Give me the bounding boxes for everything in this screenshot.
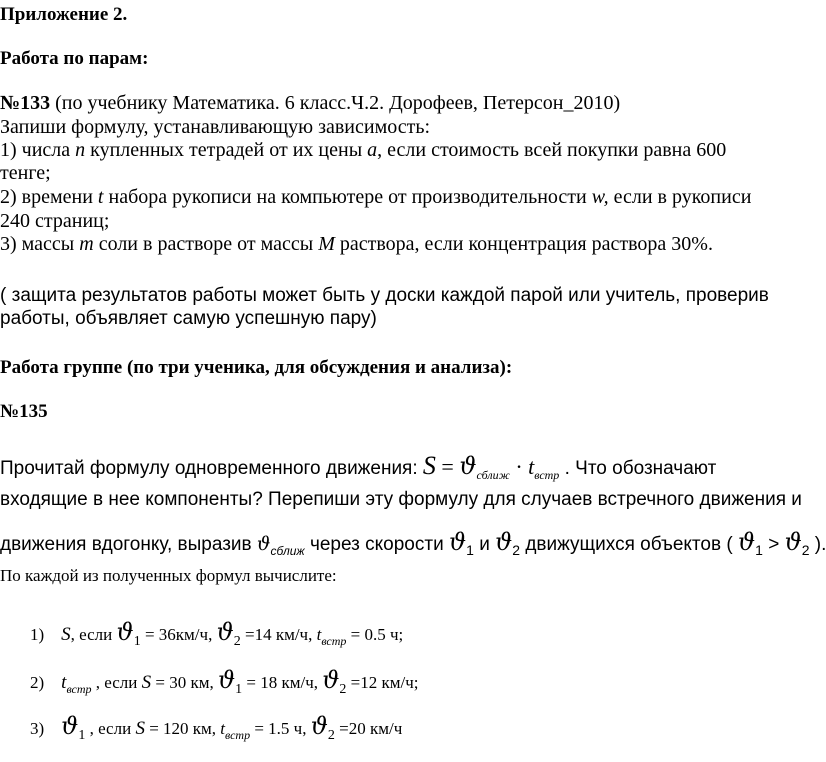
task-135-number: №135 [0,401,48,422]
line-3-text-a: движения вдогонку, выразив [0,534,257,555]
line-3-theta-2: ϑ [495,528,513,556]
note-line-1: ( защита результатов работы может быть у доски каждой парой или учитель, проверив [0,285,769,306]
appendix-label: Приложение 2. [0,4,128,25]
exercise-1-text-a: , если [70,625,117,644]
exercise-1-t-val: = 0.5 ч; [346,625,404,644]
exercise-1-t: t [316,625,322,644]
task-133-instruction: Запиши формулу, устанавливающую зависимость: [0,116,431,138]
item-3-text-c: раствора, если концентрация раствора 30%. [334,233,713,255]
exercise-2-theta-1: ϑ [217,666,236,694]
item-2-text-a: 2) времени [0,186,98,208]
exercise-2-v1: = 18 км/ч, [242,673,323,692]
formula-t: t [528,454,535,479]
exercise-3-theta-1: ϑ [61,712,79,740]
exercise-3-var-S: S [135,718,145,739]
formula-S: S [422,451,436,480]
exercise-2-number: 2) [30,673,45,692]
item-2-text-c: если в рукописи [608,186,752,208]
item-3-text-b: соли в растворе от массы [93,233,319,255]
task-133-item-1 [0,139,726,162]
item-1-text-c: , если стоимость всей покупки равна 600 [377,139,727,161]
exercise-2-text-a: , если [91,673,142,692]
line-3-text-b: через скорости [304,534,449,555]
item-1-var-n: n [75,139,86,161]
exercise-1-number: 1) [30,625,45,644]
line-1-text-b: . Что обозначают [559,458,717,479]
item-3-text-a: 3) массы [0,233,80,255]
exercise-2-var-S: S [141,672,152,693]
item-1-var-a: a [367,139,378,161]
exercise-2 [30,666,419,698]
exercise-1-var-S: S [61,624,71,645]
item-3-var-M: M [318,233,335,255]
task-133-item-2-cont: 240 страниц; [0,210,110,232]
item-1-text-a: 1) числа [0,139,76,161]
exercise-3-sub-1: 1 [78,728,86,743]
line-3-sub-1b: 1 [755,542,763,558]
pair-work-heading: Работа по парам: [0,48,149,69]
exercise-3-S-val: = 120 км, [144,719,221,738]
exercise-1 [30,618,403,650]
item-2-var-t: t [97,186,104,208]
task-133-item-2 [0,186,751,209]
line-3-gt: > [762,534,785,555]
formula-theta: ϑ [459,452,477,480]
exercise-1-t-sub: встр [321,634,347,648]
exercise-2-S-val: = 30 км, [151,673,218,692]
task-135-line-3 [0,528,826,558]
group-work-heading: Работа группе (по три ученика, для обсуждения и анализа): [0,357,513,378]
exercise-2-theta-2: ϑ [322,666,340,694]
item-2-text-b: набора рукописи на компьютере от производительности [103,186,592,208]
task-133-number: №133 [0,92,51,114]
exercise-1-v1: = 36км/ч, [144,625,217,644]
exercise-3-t: t [220,719,226,738]
task-133-source: (по учебнику Математика. 6 класс.Ч.2. Дорофеев, Петерсон_2010) [50,92,621,114]
formula-eq: = [435,454,460,479]
exercise-2-t-sub: встр [66,682,92,696]
motion-formula [422,451,560,482]
exercise-2-t: t [61,672,67,693]
exercise-3-sub-2: 2 [327,728,335,743]
line-3-theta: ϑ [256,533,271,555]
exercise-1-theta-1: ϑ [116,618,134,646]
exercise-1-theta-2: ϑ [216,618,234,646]
formula-dot: · [509,454,529,479]
item-2-var-w: w, [591,186,609,208]
exercise-3-text-a: , если [85,719,136,738]
exercise-2-sub-2: 2 [339,682,347,697]
exercise-2-v2: =12 км/ч; [346,673,419,692]
line-3-sub-1: 1 [466,542,474,558]
exercise-1-sub-2: 2 [233,634,241,649]
exercise-3-t-val: = 1.5 ч, [250,719,311,738]
exercise-3 [30,712,402,744]
formula-sub-approach: сближ [476,468,510,482]
line-3-text-c: движущихся объектов ( [520,534,738,555]
line-3-theta-1b: ϑ [737,528,756,556]
exercise-3-v2: =20 км/ч [334,719,403,738]
task-133-item-1-cont: тенге; [0,162,51,184]
note-line-2: работы, объявляет самую успешную пару) [0,308,377,329]
line-3-end: ). [809,534,826,555]
line-3-sub-2b: 2 [801,542,810,558]
exercise-2-sub-1: 1 [235,682,243,697]
line-3-and: и [473,534,496,555]
exercise-3-theta-2: ϑ [310,712,328,740]
line-3-theta-1: ϑ [448,528,467,556]
item-1-text-b: купленных тетрадей от их цены [85,139,368,161]
task-135-line-4: По каждой из полученных формул вычислите: [0,566,337,585]
task-135-line-1 [0,451,716,483]
exercise-3-number: 3) [30,719,45,738]
exercise-1-sub-1: 1 [133,634,141,649]
exercise-3-t-sub: встр [225,728,251,742]
task-133-title [0,92,620,115]
line-3-theta-sub: сближ [270,544,305,558]
item-3-var-m: m [79,233,94,255]
task-133-item-3 [0,233,713,256]
line-3-sub-2: 2 [512,542,521,558]
line-1-text-a: Прочитай формулу одновременного движения: [0,458,423,479]
task-135-line-2: входящие в нее компоненты? Перепиши эту формулу для случаев встречного движения и [0,489,802,510]
formula-sub-meet: встр [534,468,560,482]
line-3-theta-2b: ϑ [784,528,802,556]
exercise-1-v2: =14 км/ч, [244,625,317,644]
